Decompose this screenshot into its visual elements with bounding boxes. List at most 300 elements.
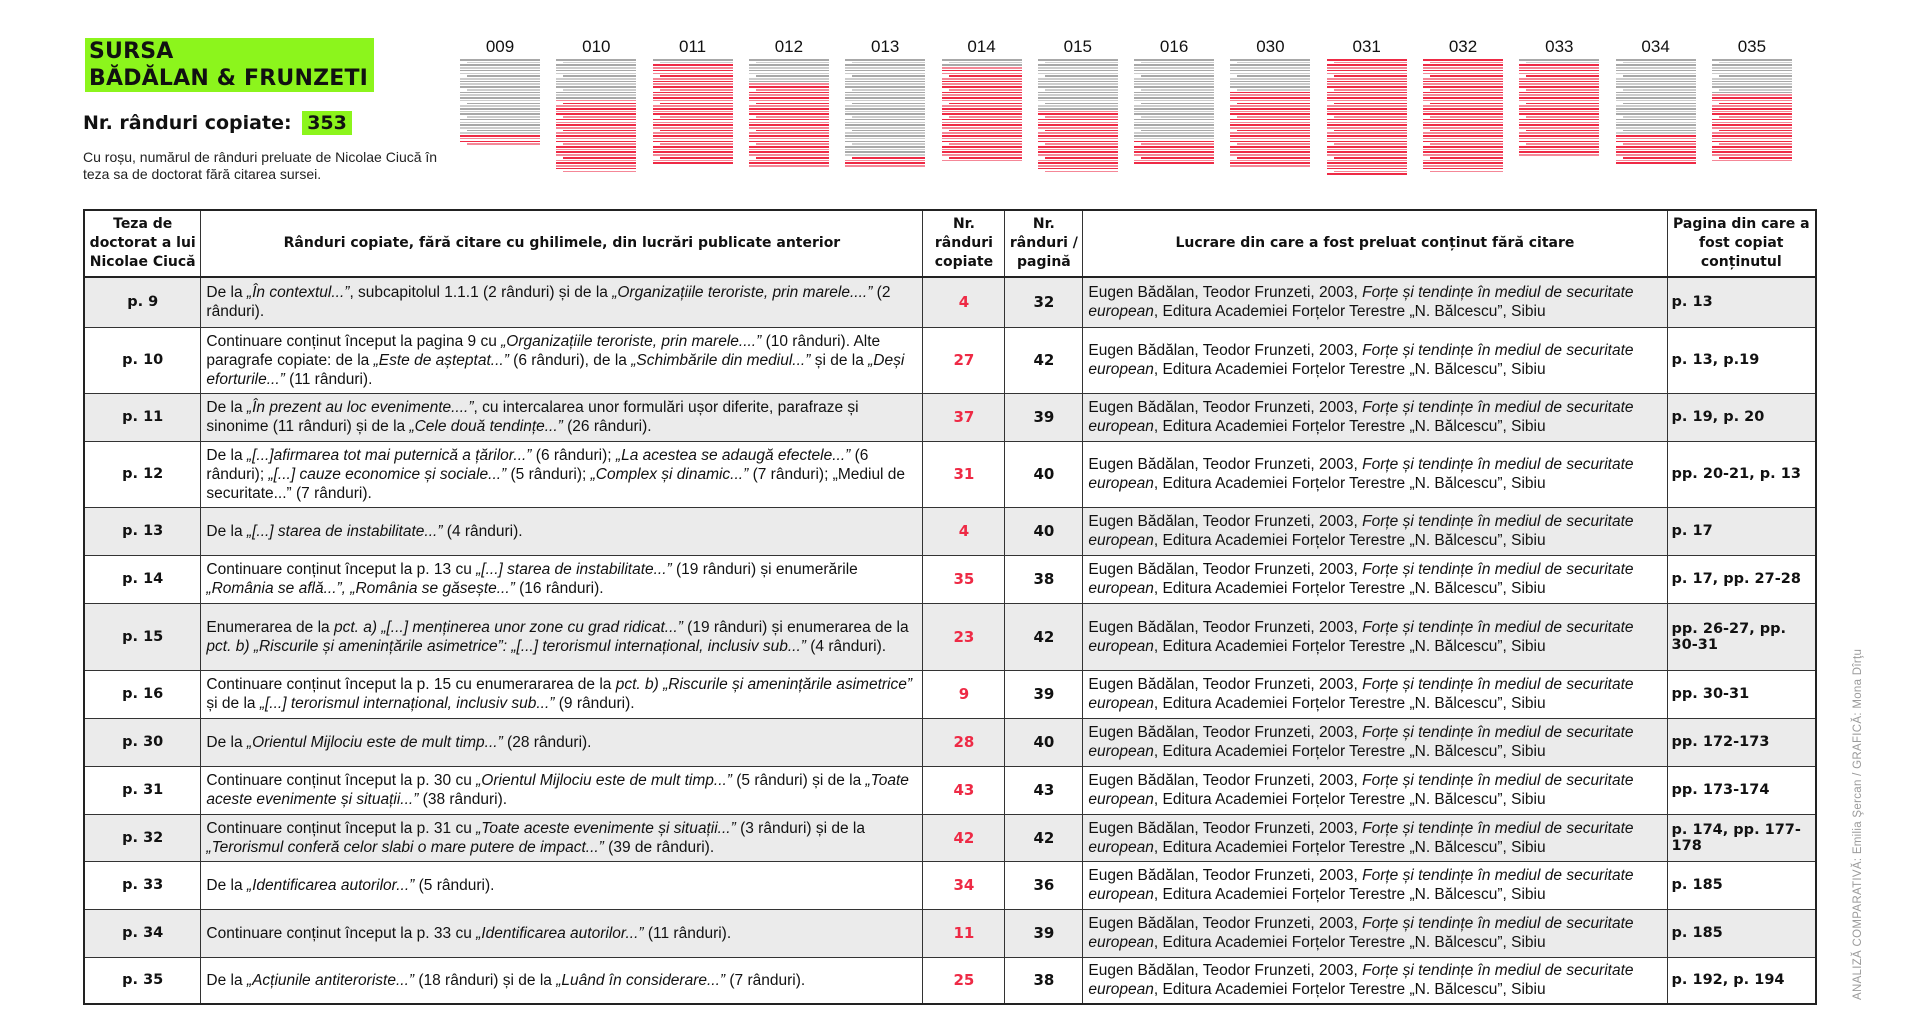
copied-line xyxy=(1327,78,1407,80)
source-publisher: , Editura Academiei Forțelor Terestre „N. Bălcescu”, Sibiu xyxy=(1153,475,1546,492)
source-authors: Eugen Bădălan, Teodor Frunzeti, 2003, xyxy=(1088,561,1363,578)
original-line xyxy=(1038,78,1118,80)
original-line xyxy=(749,78,829,80)
copied-line xyxy=(1423,111,1503,113)
copied-line xyxy=(1327,162,1407,164)
copied-line xyxy=(653,78,733,80)
copied-line xyxy=(1423,154,1503,156)
original-line xyxy=(749,64,829,66)
original-line xyxy=(845,135,925,137)
source-page-cell: pp. 173-174 xyxy=(1667,766,1816,814)
original-line xyxy=(1134,100,1214,102)
copied-line xyxy=(1327,94,1407,96)
original-line xyxy=(467,62,540,64)
original-line xyxy=(460,108,540,110)
original-line xyxy=(1616,97,1696,99)
original-line xyxy=(1134,81,1214,83)
copied-line xyxy=(749,94,829,96)
copied-line xyxy=(1327,83,1407,85)
source-authors: Eugen Bădălan, Teodor Frunzeti, 2003, xyxy=(1088,724,1363,741)
copied-line xyxy=(653,64,733,66)
original-line xyxy=(1038,59,1118,61)
source-work-cell xyxy=(1083,718,1667,766)
copied-line xyxy=(653,160,733,162)
copied-line xyxy=(653,127,733,129)
original-line xyxy=(460,59,540,61)
copied-text-cell xyxy=(201,277,923,327)
lines-per-page-cell: 39 xyxy=(1005,670,1083,718)
copied-line xyxy=(556,138,636,140)
copied-line xyxy=(749,154,829,156)
original-line xyxy=(845,119,925,121)
copied-text-cell xyxy=(201,718,923,766)
page-lines xyxy=(942,59,1022,162)
original-line xyxy=(845,64,925,66)
copied-line xyxy=(1423,124,1503,126)
page-lines xyxy=(845,59,925,168)
copied-line xyxy=(1712,111,1792,113)
table-row xyxy=(84,507,1816,555)
copied-line xyxy=(1230,111,1310,113)
copied-line xyxy=(1519,122,1599,124)
copied-line xyxy=(1327,168,1407,170)
original-line xyxy=(845,59,925,61)
original-line xyxy=(1230,86,1310,88)
copied-line xyxy=(1719,143,1792,145)
original-line xyxy=(1134,97,1214,99)
copied-line xyxy=(556,132,636,134)
copied-line xyxy=(1519,141,1599,143)
original-line xyxy=(1134,86,1214,88)
source-title: Forțe și tendințe în mediul de securitate european xyxy=(1088,867,1634,903)
source-title: Forțe și tendințe în mediul de securitate european xyxy=(1088,819,1634,856)
copied-line xyxy=(949,130,1022,132)
copied-line xyxy=(1423,135,1503,137)
copied-line xyxy=(1038,151,1118,153)
original-line xyxy=(1134,138,1214,140)
source-publisher: , Editura Academiei Forțelor Terestre „N. Bălcescu”, Sibiu xyxy=(1153,303,1546,321)
source-page-cell: p. 13 xyxy=(1667,277,1816,327)
copied-line xyxy=(1038,146,1118,148)
copied-line xyxy=(1519,151,1599,153)
copied-line xyxy=(1616,160,1696,162)
original-line xyxy=(1237,62,1310,64)
original-line xyxy=(1712,59,1792,61)
original-line xyxy=(460,92,540,94)
quoted-fragment: „[...] starea de instabilitate...” xyxy=(476,561,672,578)
copied-line xyxy=(1045,143,1118,145)
page-number-label: 016 xyxy=(1159,37,1189,56)
text-fragment: (2 rânduri). xyxy=(206,284,891,321)
original-line xyxy=(1045,89,1118,91)
original-line xyxy=(1134,78,1214,80)
copied-count-cell: 31 xyxy=(923,441,1005,507)
copied-line xyxy=(1237,143,1310,145)
text-fragment: De la xyxy=(206,284,247,302)
copied-line xyxy=(1712,154,1792,156)
copied-line xyxy=(942,141,1022,143)
copied-line xyxy=(1038,154,1118,156)
source-work-cell xyxy=(1083,393,1667,441)
lines-per-page-cell: 40 xyxy=(1005,718,1083,766)
copied-line xyxy=(1719,130,1792,132)
original-line xyxy=(1237,89,1310,91)
page-number-label: 030 xyxy=(1256,37,1285,56)
original-line xyxy=(460,124,540,126)
copied-line xyxy=(1038,111,1118,113)
source-publisher: , Editura Academiei Forțelor Terestre „N. Bălcescu”, Sibiu xyxy=(1153,791,1546,808)
copied-line xyxy=(1045,116,1118,118)
copied-line xyxy=(660,143,733,145)
copied-line xyxy=(749,83,829,85)
original-line xyxy=(1712,67,1792,69)
copied-line xyxy=(467,143,540,145)
copied-line xyxy=(1327,100,1407,102)
copied-line xyxy=(1230,113,1310,115)
copied-line xyxy=(845,160,925,162)
original-line xyxy=(460,67,540,69)
original-line xyxy=(852,116,925,118)
copied-line xyxy=(1423,132,1503,134)
source-title: Forțe și tendințe în mediul de securitate european xyxy=(1088,618,1634,655)
original-line xyxy=(749,73,829,75)
text-fragment: Continuare conținut început la p. 33 cu xyxy=(206,924,477,942)
copied-line xyxy=(1230,165,1310,167)
copied-line xyxy=(942,70,1022,72)
copied-line xyxy=(1038,127,1118,129)
copied-count-cell: 37 xyxy=(923,393,1005,441)
copied-line xyxy=(556,113,636,115)
original-line xyxy=(1134,108,1214,110)
copied-line xyxy=(749,138,829,140)
page-number-label: 015 xyxy=(1063,37,1092,56)
original-line xyxy=(467,116,540,118)
original-line xyxy=(467,103,540,105)
original-line xyxy=(949,62,1022,64)
table-row xyxy=(84,957,1816,1004)
copied-line xyxy=(653,138,733,140)
copied-line xyxy=(460,141,540,143)
copied-line xyxy=(1430,143,1503,145)
original-line xyxy=(1134,105,1214,107)
copied-line xyxy=(749,86,829,88)
original-line xyxy=(845,108,925,110)
original-line xyxy=(845,86,925,88)
copied-line xyxy=(1327,151,1407,153)
original-line xyxy=(845,97,925,99)
copied-line xyxy=(749,141,829,143)
copied-line xyxy=(1519,78,1599,80)
original-line xyxy=(460,73,540,75)
original-line xyxy=(749,67,829,69)
source-authors: Eugen Bădălan, Teodor Frunzeti, 2003, xyxy=(1088,342,1363,359)
copied-line xyxy=(942,132,1022,134)
source-title: Forțe și tendințe în mediul de securitate european xyxy=(1088,513,1634,549)
text-fragment: și de la xyxy=(206,695,260,712)
thesis-page-cell: p. 30 xyxy=(84,718,201,766)
copied-line xyxy=(749,146,829,148)
copied-line xyxy=(1045,171,1118,173)
copied-line xyxy=(1519,146,1599,148)
copied-line xyxy=(1134,160,1214,162)
table-row xyxy=(84,766,1816,814)
original-line xyxy=(556,83,636,85)
lines-per-page-cell: 42 xyxy=(1005,327,1083,393)
text-fragment: De la xyxy=(206,876,247,894)
quoted-fragment: „Orientul Mijlociu este de mult timp...” xyxy=(246,733,503,751)
original-line xyxy=(1712,92,1792,94)
plagiarism-table xyxy=(83,209,1817,1005)
original-line xyxy=(1623,103,1696,105)
lines-per-page-cell: 39 xyxy=(1005,393,1083,441)
copied-text-cell xyxy=(201,766,923,814)
copied-line xyxy=(1712,146,1792,148)
original-line xyxy=(1230,70,1310,72)
copied-line xyxy=(1623,143,1696,145)
copied-line xyxy=(1327,67,1407,69)
copied-count-cell: 34 xyxy=(923,861,1005,909)
table-row xyxy=(84,670,1816,718)
lines-per-page-cell: 38 xyxy=(1005,957,1083,1004)
source-work-cell xyxy=(1083,814,1667,861)
header-copied-text: Rânduri copiate, fără citare cu ghilimele, din lucrări publicate anterior xyxy=(201,210,923,277)
text-fragment: (6 rânduri); xyxy=(531,446,616,464)
copied-line xyxy=(1423,73,1503,75)
original-line xyxy=(1616,132,1696,134)
original-line xyxy=(460,86,540,88)
header-thesis-page: Teza de doctorat a lui Nicolae Ciucă xyxy=(84,210,201,277)
copied-line xyxy=(1423,78,1503,80)
copied-line xyxy=(653,73,733,75)
copied-line xyxy=(563,130,636,132)
copied-line xyxy=(1430,157,1503,159)
copied-line xyxy=(1230,151,1310,153)
lines-per-page-cell: 39 xyxy=(1005,909,1083,957)
copied-line xyxy=(1712,160,1792,162)
quoted-fragment: pct. b) xyxy=(206,637,250,655)
text-fragment: (18 rânduri) și de la xyxy=(414,971,557,989)
quoted-fragment: „Riscurile și amenințările asimetrice”: „[...] terorismul internațional, inclusiv sub...” xyxy=(253,637,806,655)
copied-line xyxy=(1134,149,1214,151)
quoted-fragment: „[...]afirmarea tot mai puternică a țărilor...” xyxy=(246,446,532,464)
copied-line xyxy=(1230,124,1310,126)
original-line xyxy=(845,151,925,153)
copied-line xyxy=(563,157,636,159)
copied-line xyxy=(653,67,733,69)
copied-line xyxy=(749,127,829,129)
copied-line xyxy=(1519,70,1599,72)
quoted-fragment: „Identificarea autorilor...” xyxy=(246,876,415,894)
original-line xyxy=(756,62,829,64)
copied-line xyxy=(653,92,733,94)
copied-line xyxy=(756,89,829,91)
original-line xyxy=(1616,81,1696,83)
original-line xyxy=(1134,70,1214,72)
page-number-label: 013 xyxy=(871,37,900,56)
copied-count-cell: 43 xyxy=(923,766,1005,814)
page-lines xyxy=(1712,59,1792,162)
original-line xyxy=(556,78,636,80)
source-page-cell: p. 13, p.19 xyxy=(1667,327,1816,393)
table-row xyxy=(84,909,1816,957)
original-line xyxy=(845,73,925,75)
copied-line xyxy=(1327,105,1407,107)
copied-line xyxy=(1712,122,1792,124)
original-line xyxy=(467,130,540,132)
copied-line xyxy=(653,105,733,107)
copied-line xyxy=(653,124,733,126)
original-line xyxy=(845,113,925,115)
original-line xyxy=(1038,70,1118,72)
copied-line xyxy=(749,165,829,167)
quoted-fragment: „Toate aceste evenimente și situații...” xyxy=(206,772,909,808)
original-line xyxy=(845,127,925,129)
copied-line xyxy=(1334,103,1407,105)
copied-line xyxy=(1327,81,1407,83)
original-line xyxy=(1616,70,1696,72)
original-line xyxy=(1616,94,1696,96)
copied-line xyxy=(556,105,636,107)
quoted-fragment: „Complex și dinamic...” xyxy=(590,465,749,483)
text-fragment: De la xyxy=(206,446,247,464)
copied-line xyxy=(1237,103,1310,105)
quoted-fragment: „Este de așteptat...” xyxy=(373,351,509,369)
text-fragment: (39 de rânduri). xyxy=(603,838,715,856)
copied-line xyxy=(1038,124,1118,126)
copied-line xyxy=(1519,132,1599,134)
page-number-label: 031 xyxy=(1352,37,1381,56)
copied-line xyxy=(756,143,829,145)
copied-line xyxy=(1430,130,1503,132)
original-line xyxy=(1045,75,1118,77)
copied-line xyxy=(1423,160,1503,162)
copied-line xyxy=(1423,162,1503,164)
copied-line xyxy=(653,108,733,110)
original-line xyxy=(1045,62,1118,64)
thesis-page-cell: p. 34 xyxy=(84,909,201,957)
original-line xyxy=(460,127,540,129)
copied-line xyxy=(1327,146,1407,148)
copied-line xyxy=(1237,157,1310,159)
copied-line xyxy=(1519,113,1599,115)
copied-line xyxy=(1712,124,1792,126)
source-publisher: , Editura Academiei Forțelor Terestre „N. Bălcescu”, Sibiu xyxy=(1153,418,1546,435)
copied-line xyxy=(1519,64,1599,66)
original-line xyxy=(1623,116,1696,118)
source-publisher: , Editura Academiei Forțelor Terestre „N. Bălcescu”, Sibiu xyxy=(1153,637,1546,655)
legend-description: Cu roșu, numărul de rânduri preluate de Nicolae Ciucă în teza sa de doctorat fără citarea sursei. xyxy=(83,149,438,182)
copied-count-cell: 28 xyxy=(923,718,1005,766)
copied-line xyxy=(1519,127,1599,129)
original-line xyxy=(852,143,925,145)
original-line xyxy=(1141,62,1214,64)
copied-line xyxy=(1519,108,1599,110)
copied-line xyxy=(1230,154,1310,156)
quoted-fragment: „România se află...”, „România se găsește...” xyxy=(206,580,515,597)
table-row xyxy=(84,327,1816,393)
text-fragment: De la xyxy=(206,733,247,751)
source-work-cell xyxy=(1083,766,1667,814)
copied-line xyxy=(1519,86,1599,88)
original-line xyxy=(852,130,925,132)
original-line xyxy=(1712,78,1792,80)
text-fragment: De la xyxy=(206,971,247,989)
source-title: Forțe și tendințe în mediul de securitate european xyxy=(1088,915,1634,951)
original-line xyxy=(460,113,540,115)
copied-line xyxy=(942,149,1022,151)
copied-line xyxy=(556,124,636,126)
copied-line xyxy=(749,113,829,115)
original-line xyxy=(845,67,925,69)
copied-line xyxy=(1237,130,1310,132)
copied-text-cell xyxy=(201,393,923,441)
source-publisher: , Editura Academiei Forțelor Terestre „N. Bălcescu”, Sibiu xyxy=(1153,532,1546,549)
copied-line xyxy=(1423,113,1503,115)
original-line xyxy=(852,75,925,77)
original-line xyxy=(460,100,540,102)
copied-count-cell: 4 xyxy=(923,507,1005,555)
copied-line xyxy=(749,160,829,162)
source-publisher: , Editura Academiei Forțelor Terestre „N. Bălcescu”, Sibiu xyxy=(1153,838,1546,856)
source-publisher: , Editura Academiei Forțelor Terestre „N. Bălcescu”, Sibiu xyxy=(1153,695,1546,712)
copied-line xyxy=(1712,113,1792,115)
original-line xyxy=(1134,73,1214,75)
original-line xyxy=(556,73,636,75)
original-line xyxy=(749,81,829,83)
copied-line xyxy=(1616,146,1696,148)
copied-line xyxy=(556,154,636,156)
copied-line xyxy=(1327,127,1407,129)
copied-line xyxy=(749,111,829,113)
copied-line xyxy=(1423,168,1503,170)
copied-line xyxy=(1526,75,1599,77)
original-line xyxy=(1141,116,1214,118)
original-line xyxy=(845,154,925,156)
page-number-label: 034 xyxy=(1641,37,1670,56)
copied-line xyxy=(1712,132,1792,134)
copied-line xyxy=(1519,149,1599,151)
text-fragment: (7 rânduri). xyxy=(725,971,806,989)
copied-line xyxy=(1134,162,1214,164)
copied-line xyxy=(1519,154,1599,156)
copied-line xyxy=(1134,154,1214,156)
original-line xyxy=(1134,122,1214,124)
page-number-label: 033 xyxy=(1545,37,1574,56)
original-line xyxy=(845,81,925,83)
copied-line xyxy=(942,127,1022,129)
original-line xyxy=(556,59,636,61)
copied-line xyxy=(1327,97,1407,99)
copied-line xyxy=(1712,135,1792,137)
quoted-fragment: „Organizațiile teroriste, prin marele....” xyxy=(501,332,762,350)
copied-line xyxy=(1327,108,1407,110)
page-lines xyxy=(1327,59,1407,176)
original-line xyxy=(1616,64,1696,66)
text-fragment: (4 rânduri). xyxy=(442,522,523,540)
copied-line xyxy=(942,86,1022,88)
copied-line xyxy=(1423,94,1503,96)
original-line xyxy=(1038,81,1118,83)
page-number-label: 012 xyxy=(774,37,804,56)
copied-line xyxy=(1334,157,1407,159)
quoted-fragment: „Luând în considerare...” xyxy=(556,971,726,989)
title-source: SURSA xyxy=(85,38,374,65)
copied-line xyxy=(660,130,733,132)
copied-line xyxy=(653,146,733,148)
copied-line xyxy=(1327,141,1407,143)
copied-line xyxy=(1327,132,1407,134)
copied-line xyxy=(1230,160,1310,162)
